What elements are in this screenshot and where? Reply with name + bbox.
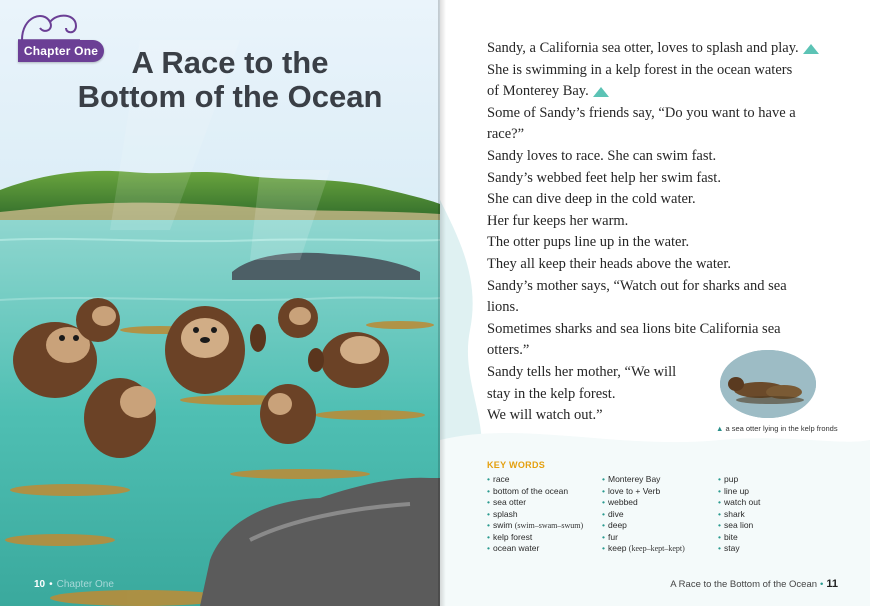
audio-track-icon[interactable] xyxy=(593,87,609,97)
keyword-text: dive xyxy=(607,508,624,519)
story-line-text: stay in the kelp forest. xyxy=(487,385,616,402)
story-line-text: race?” xyxy=(487,126,525,143)
story-line-text: lions. xyxy=(487,299,519,316)
bullet-icon: • xyxy=(602,531,605,542)
keyword-item xyxy=(602,543,685,555)
keywords-column-1 xyxy=(487,474,583,555)
keyword-text: shark xyxy=(723,508,745,519)
bullet-icon: • xyxy=(718,485,721,496)
bullet-icon: • xyxy=(602,485,605,496)
keyword-item xyxy=(718,474,760,486)
story-line-text: She can dive deep in the cold water. xyxy=(487,191,696,208)
right-page-footer xyxy=(670,578,838,590)
keyword-forms: (keep–kept–kept) xyxy=(628,544,685,553)
story-line-text: of Monterey Bay. xyxy=(487,83,589,100)
keyword-text: Monterey Bay xyxy=(607,474,661,484)
story-line xyxy=(487,211,817,233)
bullet-icon: • xyxy=(602,508,605,519)
keyword-item xyxy=(718,509,760,521)
story-line xyxy=(487,81,817,103)
keyword-forms: (swim–swam–swum) xyxy=(514,521,584,530)
keyword-item xyxy=(487,509,583,521)
keyword-item xyxy=(602,474,685,486)
keyword-text: bite xyxy=(723,531,738,542)
keyword-item xyxy=(718,543,760,555)
bullet-icon: • xyxy=(718,543,721,553)
left-page-number: 10 xyxy=(34,579,46,590)
keyword-text: keep xyxy=(607,543,627,553)
bullet-icon: • xyxy=(487,520,490,530)
keyword-text: line up xyxy=(723,485,750,496)
story-line xyxy=(487,319,817,341)
story-line xyxy=(487,146,817,168)
story-line xyxy=(487,103,817,125)
keyword-item xyxy=(487,497,583,509)
bullet-icon: • xyxy=(602,497,605,507)
story-line-text: Sandy’s webbed feet help her swim fast. xyxy=(487,169,721,186)
story-line xyxy=(487,189,817,211)
keyword-item xyxy=(602,520,685,532)
chapter-title xyxy=(40,46,420,114)
keyword-text: splash xyxy=(492,508,518,519)
story-line xyxy=(487,38,817,60)
keyword-item xyxy=(602,509,685,521)
bullet-icon: • xyxy=(718,531,721,542)
story-line xyxy=(487,232,817,254)
bullet-icon: • xyxy=(718,497,721,507)
keyword-text: love to + Verb xyxy=(607,485,661,496)
keyword-text: race xyxy=(492,474,510,484)
keyword-item xyxy=(487,474,583,486)
bullet-icon: • xyxy=(487,531,490,542)
keyword-text: stay xyxy=(723,543,740,553)
story-line xyxy=(487,168,817,190)
bullet-icon: • xyxy=(718,508,721,519)
keywords-column-2 xyxy=(602,474,685,555)
sea-otter-photo-image xyxy=(720,350,816,418)
story-line xyxy=(487,254,817,276)
bullet-icon: • xyxy=(487,485,490,496)
story-line-text: They all keep their heads above the water. xyxy=(487,255,731,272)
swirl-ornament-icon xyxy=(14,6,84,44)
keyword-item xyxy=(718,520,760,532)
keyword-item xyxy=(487,486,583,498)
right-footer-label: A Race to the Bottom of the Ocean xyxy=(670,579,818,590)
story-line xyxy=(487,124,817,146)
story-line-text: She is swimming in a kelp forest in the ocean waters xyxy=(487,61,793,78)
bullet-icon: • xyxy=(487,508,490,519)
keyword-item xyxy=(487,520,583,532)
bullet-icon: • xyxy=(718,474,721,484)
bullet-icon: • xyxy=(602,543,605,553)
bullet-icon: • xyxy=(602,520,605,530)
keyword-text: fur xyxy=(607,531,618,542)
chapter-badge: Chapter One xyxy=(18,40,104,62)
bullet-icon: • xyxy=(487,497,490,507)
keyword-text: pup xyxy=(723,474,739,484)
keyword-item xyxy=(602,497,685,509)
keyword-item xyxy=(718,532,760,544)
keywords-heading: KEY WORDS xyxy=(487,460,546,470)
sea-otter-photo xyxy=(720,350,816,418)
story-line-text: Sandy’s mother says, “Watch out for sharks and sea xyxy=(487,277,787,294)
story-line-text: Her fur keeps her warm. xyxy=(487,212,629,229)
story-line-text: Some of Sandy’s friends say, “Do you want to have a xyxy=(487,104,796,121)
keyword-item xyxy=(602,532,685,544)
keyword-item xyxy=(718,486,760,498)
bullet-icon: • xyxy=(487,474,490,484)
keyword-text: ocean water xyxy=(492,543,540,553)
chapter-title-line-2: Bottom of the Ocean xyxy=(77,79,383,114)
keyword-text: sea lion xyxy=(723,520,754,530)
keyword-text: deep xyxy=(607,520,627,530)
audio-track-icon[interactable] xyxy=(803,44,819,54)
story-line-text: Sometimes sharks and sea lions bite California sea xyxy=(487,320,781,337)
footer-bullet-icon: • xyxy=(49,579,53,590)
story-line xyxy=(487,60,817,82)
keyword-text: sea otter xyxy=(492,497,527,507)
keyword-text: bottom of the ocean xyxy=(492,485,569,496)
caption-triangle-icon: ▲ xyxy=(716,424,724,433)
story-line-text: The otter pups line up in the water. xyxy=(487,234,690,251)
story-line-text: otters.” xyxy=(487,342,530,359)
bullet-icon: • xyxy=(602,474,605,484)
keyword-text: swim xyxy=(492,520,513,530)
keyword-item xyxy=(718,497,760,509)
keyword-item xyxy=(487,532,583,544)
keyword-item xyxy=(487,543,583,555)
chapter-title-line-1: A Race to the xyxy=(131,45,329,80)
left-page-footer xyxy=(34,579,114,590)
keyword-text: webbed xyxy=(607,497,638,507)
left-footer-label: Chapter One xyxy=(56,579,114,590)
story-line-text: We will watch out.” xyxy=(487,407,603,424)
story-line xyxy=(487,297,817,319)
footer-bullet-icon: • xyxy=(820,579,824,590)
story-line xyxy=(487,276,817,298)
bullet-icon: • xyxy=(487,543,490,553)
story-line-text: Sandy, a California sea otter, loves to splash and play. xyxy=(487,40,799,56)
right-page-number: 11 xyxy=(826,578,838,590)
keywords-column-3 xyxy=(718,474,760,555)
photo-caption xyxy=(716,424,846,433)
story-line-text: Sandy loves to race. She can swim fast. xyxy=(487,147,717,164)
photo-caption-text: a sea otter lying in the kelp fronds xyxy=(725,424,838,433)
keyword-item xyxy=(602,486,685,498)
keyword-text: watch out xyxy=(723,497,761,507)
story-line-text: Sandy tells her mother, “We will xyxy=(487,363,677,380)
bullet-icon: • xyxy=(718,520,721,530)
book-gutter-shadow xyxy=(438,0,446,606)
keyword-text: kelp forest xyxy=(492,531,533,542)
